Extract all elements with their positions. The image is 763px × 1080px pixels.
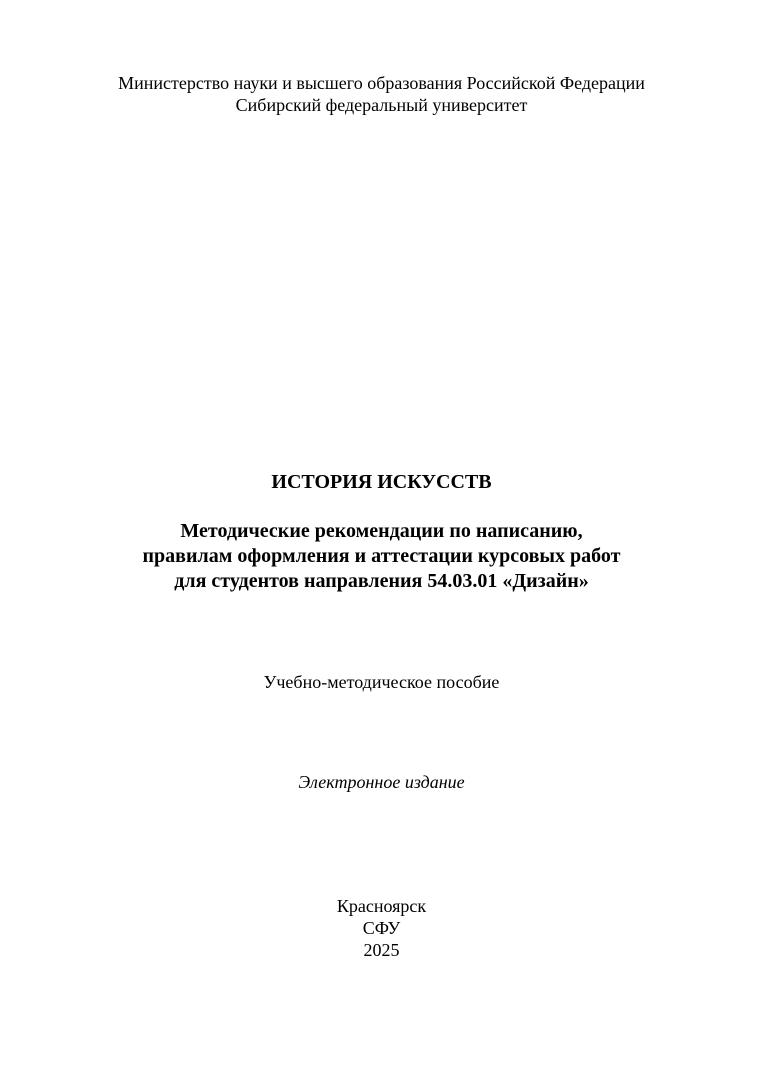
university-name: Сибирский федеральный университет [235, 95, 528, 115]
document-subtitle [0, 519, 763, 594]
title-text: ИСТОРИЯ ИСКУССТВ [271, 471, 492, 493]
document-type-text: Учебно-методическое пособие [263, 672, 500, 692]
subtitle-line-3: для студентов направления 54.03.01 «Дизайн» [174, 570, 589, 592]
ministry-name: Министерство науки и высшего образования Российской Федерации [118, 73, 645, 93]
imprint-year: 2025 [363, 940, 400, 960]
edition-text: Электронное издание [298, 772, 465, 792]
header-block [0, 72, 763, 116]
subtitle-line-2: правилам оформления и аттестации курсовых работ [142, 545, 621, 567]
imprint-publisher: СФУ [362, 918, 401, 938]
document-title [0, 470, 763, 494]
imprint-block [0, 895, 763, 961]
document-type [0, 671, 763, 693]
imprint-city: Красноярск [336, 896, 427, 916]
subtitle-line-1: Методические рекомендации по написанию, [180, 520, 583, 542]
edition-note [0, 771, 763, 793]
